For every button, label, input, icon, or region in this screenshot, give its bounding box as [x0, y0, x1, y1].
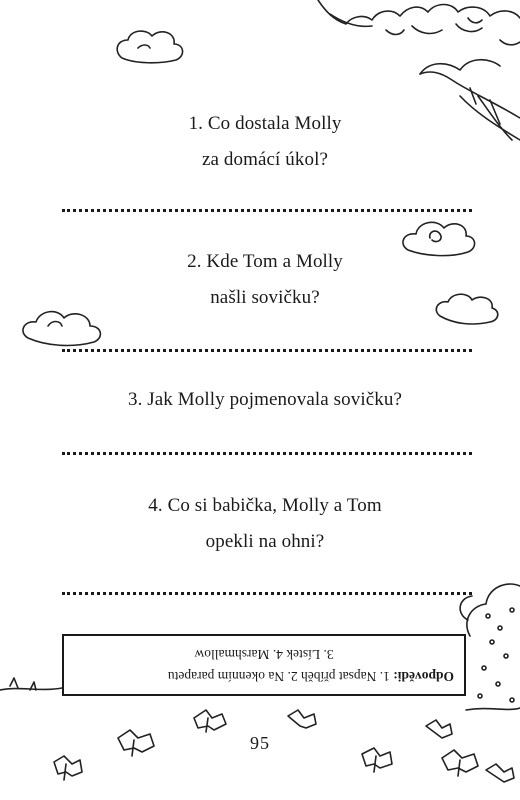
leaf-icon: [486, 764, 514, 782]
question-3-line-1: 3. Jak Molly pojmenovala sovičku?: [127, 389, 402, 410]
cloud-icon: [117, 31, 182, 63]
leaf-icon: [288, 710, 316, 728]
question-1-line-1: 1. Co dostala Molly: [188, 113, 342, 134]
page-number: 95: [250, 733, 270, 753]
leaf-icon: [194, 710, 226, 732]
answers-line-2: 3. Lístek 4. Marshmallow: [194, 647, 334, 662]
answers-label: Odpovědi:: [393, 669, 454, 684]
question-4-line-1: 4. Co si babička, Molly a Tom: [148, 495, 382, 516]
answer-line-1: [62, 209, 472, 212]
question-4: [60, 488, 470, 560]
question-1: [60, 106, 470, 178]
cloud-icon: [23, 312, 100, 346]
answer-line-4: [62, 592, 472, 595]
question-1-line-2: za domácí úkol?: [201, 149, 328, 170]
question-2-line-1: 2. Kde Tom a Molly: [187, 251, 343, 272]
question-2: [60, 244, 470, 316]
question-2-line-2: našli sovičku?: [210, 287, 320, 308]
answer-line-3: [62, 452, 472, 455]
leaf-icon: [54, 756, 82, 780]
answers-line-1-text: 1. Napsat příběh 2. Na okenním parapetu: [167, 669, 394, 684]
question-4-line-2: opekli na ohni?: [205, 531, 325, 552]
answers-line-1: [74, 665, 454, 687]
answer-line-2: [62, 349, 472, 352]
question-3: [60, 382, 470, 418]
bush-icon: [460, 584, 520, 702]
answers-box: [62, 634, 466, 696]
